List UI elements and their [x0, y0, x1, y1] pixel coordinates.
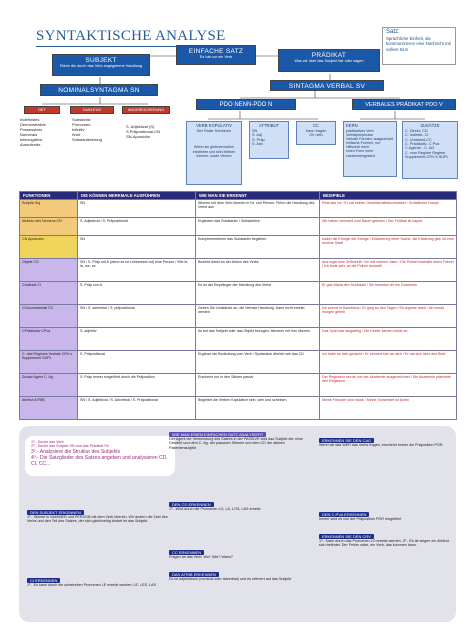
- verb-kopulativ-desc: Wenn sie gleichermaßen existieren und sein bleiben können, sowie Verben: [192, 145, 236, 158]
- beispiel-cell: Pedrolas rot / Er hat seinen Gesellschaftsbuchstabel / Schädlicher Damp!: [320, 200, 457, 218]
- verb-kopulativ-box: [186, 121, 242, 185]
- zusaetze-item: Supplement-CRV 6 SUPL: [405, 154, 449, 159]
- merkmal-cell: S. adjektiv: [78, 328, 196, 351]
- table-header-cell: DIE KÖNNEN MERKMALE AUSFÜHREN: [78, 192, 196, 200]
- kern-item: prädikatives Verb: [346, 128, 374, 133]
- attribut-item: S. Adv: [252, 141, 263, 146]
- cc-erkennen-section: [169, 550, 313, 559]
- subjekt-sub: Führe die durch das Verb angegebene Handlung: [59, 64, 143, 69]
- function-cell: CCircunstancial CC: [20, 305, 78, 328]
- table-header-cell: FUNKTIONEN: [20, 192, 78, 200]
- nukleus-item: Substantiv: [72, 117, 91, 122]
- det-item: Demonstrative: [20, 122, 46, 127]
- atrib-erkennen-section: [169, 572, 313, 581]
- beispiel-cell: Meine Freunde sind müde / Meine Schwester ist Ärztin: [320, 397, 457, 420]
- table-row: [20, 282, 457, 305]
- step-item: 2º.- Suche das Subjekt SN und das Prädikat SV: [31, 444, 110, 449]
- beispiel-cell: Ana legte eine Zeitschrift / Ich will meinen Vater / Die Polizei bestrafte einen Fahrer / Ich finde sehr an die Polizei bestraft!: [320, 259, 457, 282]
- erkennen-cell: Es ist der Empfänger der Handlung des Verbs: [196, 282, 320, 305]
- table-header-cell: WIE MAN SIE ERKENNT: [196, 192, 320, 200]
- cc-erkennen-head: CC ERKENNEN: [169, 550, 204, 555]
- page-title: SYNTAKTISCHE ANALYSE: [36, 28, 226, 44]
- ci-erkennen-section: [27, 578, 175, 587]
- subjekt-erkennen-head: DEN SUBJEKT ERKENNEN: [27, 510, 84, 515]
- function-cell: CIndirekt CI: [20, 282, 78, 305]
- function-cell: Attribut ATRIB: [20, 397, 78, 420]
- table-row: [20, 236, 457, 259]
- cpva-erkennen-text: Immer wird es von der Präposition POR eingeführt: [319, 517, 402, 521]
- angereicherung-item: S. Adjektival (S): [126, 124, 155, 129]
- kern-item: Verbalperiphrase: [346, 132, 374, 137]
- table-row: [20, 200, 457, 218]
- nukleus-box: NUKLEUS: [70, 106, 114, 114]
- cd-erkennen-head: DEN CD ERKENNEN: [169, 502, 214, 507]
- kern-box: [343, 121, 397, 177]
- function-cell: CPrädikativ CPva: [20, 328, 78, 351]
- zusaetze-item: C. vom Regime Regime: [405, 150, 446, 155]
- mid-head: WIE MAN EINEN EINFACHEN SATZ ANALYSIERT: [169, 432, 266, 437]
- cc-label: CC: [312, 123, 320, 128]
- merkmal-cell: SN: [78, 236, 196, 259]
- kern-item: Hilfsverb mehr: [346, 145, 370, 150]
- kern-item: Verbale Formen, ausgedrückt: [346, 137, 394, 142]
- erkennen-cell: Stimme mit dem Verb überein in Nr. und Person. Führe die Handlung des Verbs aus: [196, 200, 320, 218]
- kern-label: KERN: [346, 123, 358, 128]
- step-item: 3º.- Analysiere die Struktur des Subjekts: [31, 448, 121, 455]
- nukleus-item: Infinitiv: [72, 127, 85, 132]
- table-header-row: [20, 192, 457, 200]
- analysis-guide-panel: [19, 426, 456, 622]
- beispiel-cell: Ich habe an dich gedacht / Er erinnert sich an dich / Er hat sich über den Brief: [320, 351, 457, 374]
- beispiel-cell: Wir haben niemand zum Baum gelesen / Der Fußball ist kaputt: [320, 218, 457, 236]
- function-cell: Atributo des Nomens CN: [20, 218, 78, 236]
- atrib-erkennen-head: DAS ATRIB ERKENNEN: [169, 572, 219, 577]
- cpva-erkennen-section: [319, 512, 451, 521]
- beispiel-cell: Ich wohne in Barcelona / Er ging an den Tagen / Es regnete stark / Ich werde morgen gehen: [320, 305, 457, 328]
- step-item: 4º.- Die Satzglieder des Satzes angeben und analysieren CD, CI, CC...: [31, 454, 168, 467]
- zusaetze-item: C. Prädikativ- C Pva: [405, 141, 440, 146]
- function-cell: Zusatz Agent C. Ag: [20, 374, 78, 397]
- merkmal-cell: S. Adjektival / S. Präpositional: [78, 218, 196, 236]
- cc-item: Kann tragen: [305, 128, 327, 133]
- erkennen-cell: Begleitet die Verben Kopulative sein, sein und scheinen: [196, 397, 320, 420]
- ci-erkennen-head: CI ERKENNEN: [27, 578, 60, 583]
- kern-item: einen Form mehr: [346, 149, 374, 154]
- zusaetze-item: C.Agente - C. AG: [405, 146, 435, 151]
- ci-erkennen-text: 1º.- Es kann durch die unbetonten Pronomen LE ersetzt werden: LE, LES, LAS: [27, 583, 157, 587]
- cd-erkennen-section: [169, 502, 313, 511]
- cag-erkennen-head: ERKENNEN SIE DEN CAG: [319, 438, 374, 443]
- praedikat-box: [278, 49, 380, 72]
- beispiel-cell: Der Regisseur wurde von der Akademie ausgezeichnet / Die Akademie prämierte den Regisseur: [320, 374, 457, 397]
- det-item: Possessivos: [20, 127, 43, 132]
- angereicherung-item: SN-Aposición: [126, 134, 151, 139]
- einfache-satz-label: EINFACHE SATZ: [188, 48, 244, 55]
- table-row: [20, 397, 457, 420]
- attribut-box: [249, 121, 289, 159]
- praedikat-label: PRÄDIKAT: [311, 52, 347, 59]
- zusaetze-box: [402, 121, 458, 179]
- sintagma-verbal-box: SINTAGMA VERBAL SV: [270, 80, 384, 91]
- merkmal-cell: SN / S. adverbial / S. präpositional: [78, 305, 196, 328]
- nukleus-item: Substantivierung: [72, 137, 102, 142]
- cpva-erkennen-head: DEN C.PVA ERKENNEN: [319, 512, 369, 517]
- crv-erkennen-section: [319, 534, 451, 548]
- merkmal-cell: SN / S. Adjektival / S. Adverbial / S. Präpositional: [78, 397, 196, 420]
- subjekt-erkennen-section: [27, 510, 175, 524]
- subjekt-label: SUBJEKT: [85, 57, 117, 64]
- det-list: [20, 117, 70, 147]
- erkennen-cell: Komplementieren das Substantiv begleiten: [196, 236, 320, 259]
- praedikat-sub: Was wir über das Subjekt fair oder sagen: [294, 59, 364, 64]
- subjekt-box: [52, 54, 150, 76]
- det-item: Numerals: [20, 132, 38, 137]
- attribut-item: S. Adj: [252, 133, 262, 138]
- det-box: DET: [24, 106, 60, 114]
- det-item: Interrogative: [20, 137, 43, 142]
- function-cell: C. des Regimes Verbale CRV o Supplement SUPL: [20, 351, 78, 374]
- verbales-praedikat-box: VERBALES PRÄDIKAT PDO V: [352, 99, 456, 110]
- table-row: [20, 374, 457, 397]
- attribut-item: SN: [252, 128, 258, 133]
- function-cell: CN Aposición: [20, 236, 78, 259]
- merkmal-cell: S. Präp con A: [78, 282, 196, 305]
- cc-item: Oh nein: [309, 133, 323, 138]
- angereicherung-item: S.Präpositional-CN: [126, 129, 161, 134]
- kern-item: einfache Formen, nur: [346, 141, 381, 146]
- cag-erkennen-text: Wenn wir das WER das Verbs fragen, erscheint immer die Präposition POR: [319, 443, 443, 447]
- merkmal-cell: SN / S. Präp mit A (wenn es ist Lebewesen ist) eine Person / Wie le, la, me, se: [78, 259, 196, 282]
- merkmal-cell: SN: [78, 200, 196, 218]
- mid-text: Der Agent der Verwendung des Satzes in der PASSIVE wird das Subjekt der ohne Gewicht und dem C. Ag. der passiven Stimme und dem CD der aktiven Patientensubjekt: [169, 437, 303, 450]
- verb-kopulativ-label: VERB KOPULATIV: [196, 123, 232, 128]
- nominalsyntagma-box: NOMINALSYNTAGMA SN: [40, 84, 158, 96]
- beispiel-cell: Er gab Maria den Schlüssel / Sie brachten dir ein Geschenk: [320, 282, 457, 305]
- zusaetze-item: C. Direkt- CD: [405, 128, 428, 133]
- angereicherung-box: ANGEREICHERUNG: [122, 106, 170, 114]
- erkennen-cell: Ergänzen das Substantiv / Substantive: [196, 218, 320, 236]
- kern-item: zusammengesetzt: [346, 153, 376, 158]
- table-header-cell: BEISPIELE: [320, 192, 457, 200]
- erkennen-cell: Geben Sie Umstände an, die Verbale Handlung. Kann nicht ersetzt werden: [196, 305, 320, 328]
- satz-body: Sprachliche Einheit, die kommunizieren eine Nachricht mit vollem Sinn: [386, 35, 451, 52]
- mid-section: [169, 432, 313, 450]
- erkennen-cell: Erscheint nur in den Sätzen passiv: [196, 374, 320, 397]
- table-body: [20, 200, 457, 420]
- function-cell: Subjekt Suj: [20, 200, 78, 218]
- beispiel-cell: Das Spiel war langweilig / Die Kinder kamen müde an: [320, 328, 457, 351]
- table-row: [20, 351, 457, 374]
- pdo-nenn-box: PDO NENN-PDO N: [196, 99, 296, 110]
- verb-kopulativ-sub: Ser Estar Scheinen: [196, 127, 232, 133]
- det-item: Ausrufende: [20, 142, 41, 147]
- beispiel-cell: Isabel die Königin der Könige / Erläuterung einer Sache, die Erklärung gibt, ist eine schöne Stadt: [320, 236, 457, 259]
- subjekt-erkennen-text: 1º.- Stimmt in NUMMER und PERSON mit dem Verb überein. Wir ändern die Zahl des Verbs und den Teil des Satzes, der sich gleichzeitig ändert ist das Subjekt.: [27, 515, 168, 524]
- attribut-item: S. Präp: [252, 137, 265, 142]
- function-cell: Objekt CD: [20, 259, 78, 282]
- cd-erkennen-text: 1º.- Wird durch die Pronomen LO, LA, LOS, LAS ersetzt: [169, 507, 261, 511]
- attribut-label: ATTRIBUT: [258, 123, 280, 128]
- zusaetze-item: C. Indirekt- CI: [405, 133, 429, 138]
- crv-erkennen-head: ERKENNEN SIE DEN CRV: [319, 534, 374, 539]
- merkmal-cell: S. Präp immer eingeführt durch die Präposition: [78, 374, 196, 397]
- table-row: [20, 218, 457, 236]
- erkennen-cell: Bezieht direkt an der Aktion des Verbs: [196, 259, 320, 282]
- erkennen-cell: Ergänze die Bedeutung vom Verb / Syntaxisch ähnlich wie das CD: [196, 351, 320, 374]
- zusaetze-label: ZUSÄTZE: [420, 123, 440, 128]
- table-row: [20, 328, 457, 351]
- nukleus-item: Wort: [72, 132, 81, 137]
- einfache-satz-sub: Es hat nur ein Verb: [199, 55, 233, 60]
- merkmal-cell: S. Präpositional: [78, 351, 196, 374]
- angereicherung-list: [126, 124, 186, 139]
- cc-erkennen-text: Fragen an das Verb: Wo? Wie? Wann?: [169, 555, 233, 559]
- cc-box: [296, 121, 336, 145]
- table-row: [20, 259, 457, 282]
- crv-erkennen-text: 1º.- Kann durch das Pronomen LO ersetzt werden. 2º.- Es ist wegen ein Attribut sich befindet. Der Fehler wäre, ein Verb, das kommen kann.: [319, 539, 449, 548]
- cag-erkennen-section: [319, 438, 451, 447]
- satz-head: Satz:: [386, 29, 400, 35]
- nukleus-list: [72, 117, 122, 142]
- step-item: 1º.- Suche das Verb: [31, 440, 64, 444]
- nukleus-item: Pronomen: [72, 122, 91, 127]
- functions-table: [19, 191, 457, 420]
- erkennen-cell: Ist auf das Subjekt oder das Objekt bezogen, stimmen mit ihm überein: [196, 328, 320, 351]
- det-item: Indefinides: [20, 117, 40, 122]
- table-row: [20, 305, 457, 328]
- zusaetze-item: C. Umstand-CC: [405, 137, 432, 142]
- steps-list: [31, 440, 173, 467]
- atrib-erkennen-text: Es ist adjektivisch (nominal oder adverbial) und es referiert auf das Subjekt: [169, 577, 292, 581]
